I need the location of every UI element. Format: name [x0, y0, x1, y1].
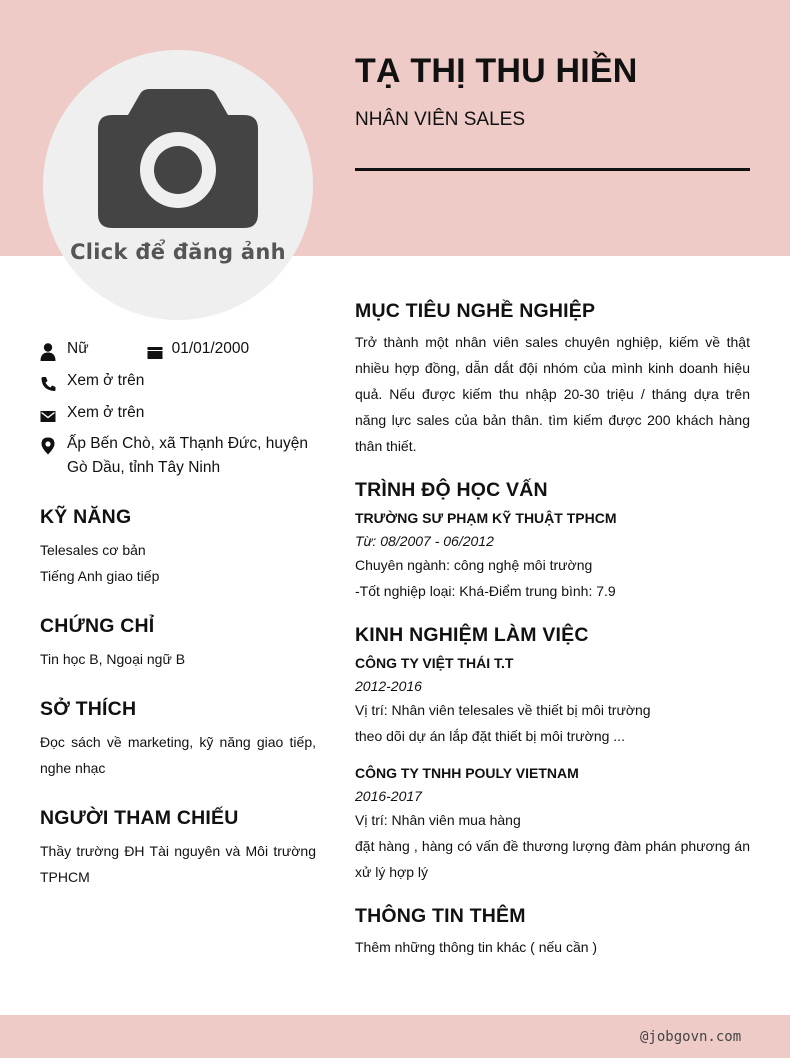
references-title: NGƯỜI THAM CHIẾU [40, 807, 239, 829]
skills-title: KỸ NĂNG [40, 506, 132, 528]
education-period: Từ: 08/2007 - 06/2012 [355, 533, 494, 549]
camera-icon [98, 88, 258, 230]
job-role: Vị trí: Nhân viên mua hàng [355, 812, 521, 828]
skill-item: Telesales cơ bản [40, 542, 146, 558]
address-line-1: Ấp Bến Chò, xã Thạnh Đức, huyện [67, 435, 309, 452]
right-column [355, 300, 750, 960]
references-text: Thầy trường ĐH Tài nguyên và Môi trường TPHCM [40, 843, 316, 885]
additional-text: Thêm những thông tin khác ( nếu cần ) [355, 939, 598, 955]
address-value [67, 432, 308, 480]
phone-value: Xem ở trên [67, 372, 145, 389]
education-grade: -Tốt nghiệp loại: Khá-Điểm trung bình: 7.9 [355, 583, 616, 599]
job-company: CÔNG TY TNHH POULY VIETNAM [355, 765, 579, 781]
certificates-title: CHỨNG CHỈ [40, 615, 155, 637]
dob-group [147, 340, 250, 361]
job-company: CÔNG TY VIỆT THÁI T.T [355, 655, 514, 671]
skill-item: Tiếng Anh giao tiếp [40, 568, 160, 584]
photo-caption[interactable]: Click để đăng ảnh [70, 240, 286, 264]
experience-title: KINH NGHIỆM LÀM VIỆC [355, 624, 589, 646]
hobbies-text: Đọc sách về marketing, kỹ năng giao tiếp, nghe nhạc [40, 734, 316, 776]
education-school: TRƯỜNG SƯ PHẠM KỸ THUẬT TPHCM [355, 510, 617, 526]
job-desc: theo dõi dự án lắp đặt thiết bị môi trường ... [355, 728, 625, 744]
hobbies-title: SỞ THÍCH [40, 698, 137, 720]
contact-phone-row [40, 372, 316, 404]
job-role: Vị trí: Nhân viên telesales về thiết bị môi trường [355, 702, 651, 718]
contact-gender-dob-row [40, 340, 316, 372]
contact-address-row [40, 432, 316, 480]
education-major: Chuyên ngành: công nghệ môi trường [355, 557, 593, 573]
email-value: Xem ở trên [67, 404, 145, 421]
gender-value: Nữ [67, 340, 89, 357]
candidate-name: TẠ THỊ THU HIỀN [355, 52, 638, 90]
objective-text: Trở thành một nhân viên sales chuyên nghiệp, kiếm về thật nhiều hợp đồng, dẫn dắt đội nhóm của mình kinh doanh hiệu quả. Nếu được kiếm thu nhập 20-30 triệu / tháng dựa trên năng lực sales của bản thân. tìm kiếm được 200 khách hàng thân thiết. [355, 334, 750, 454]
left-column [40, 340, 316, 890]
phone-icon [40, 375, 56, 393]
job-desc: đặt hàng , hàng có vấn đề thương lượng đàm phán phương án xử lý hợp lý [355, 838, 750, 880]
education-title: TRÌNH ĐỘ HỌC VẤN [355, 479, 548, 501]
certificates-text: Tin học B, Ngoại ngữ B [40, 651, 186, 667]
mail-icon [40, 407, 56, 425]
job-period: 2016-2017 [355, 788, 422, 804]
objective-title: MỤC TIÊU NGHỀ NGHIỆP [355, 300, 596, 322]
additional-title: THÔNG TIN THÊM [355, 905, 526, 927]
dob-value: 01/01/2000 [171, 340, 250, 357]
profile-photo-upload[interactable] [43, 50, 313, 320]
calendar-icon [147, 343, 163, 361]
watermark: @jobgovn.com [640, 1029, 742, 1045]
address-line-2: Gò Dầu, tỉnh Tây Ninh [67, 459, 221, 476]
person-icon [40, 343, 56, 361]
candidate-position: NHÂN VIÊN SALES [355, 109, 525, 130]
location-pin-icon [40, 437, 56, 455]
job-period: 2012-2016 [355, 678, 422, 694]
divider [355, 168, 750, 171]
